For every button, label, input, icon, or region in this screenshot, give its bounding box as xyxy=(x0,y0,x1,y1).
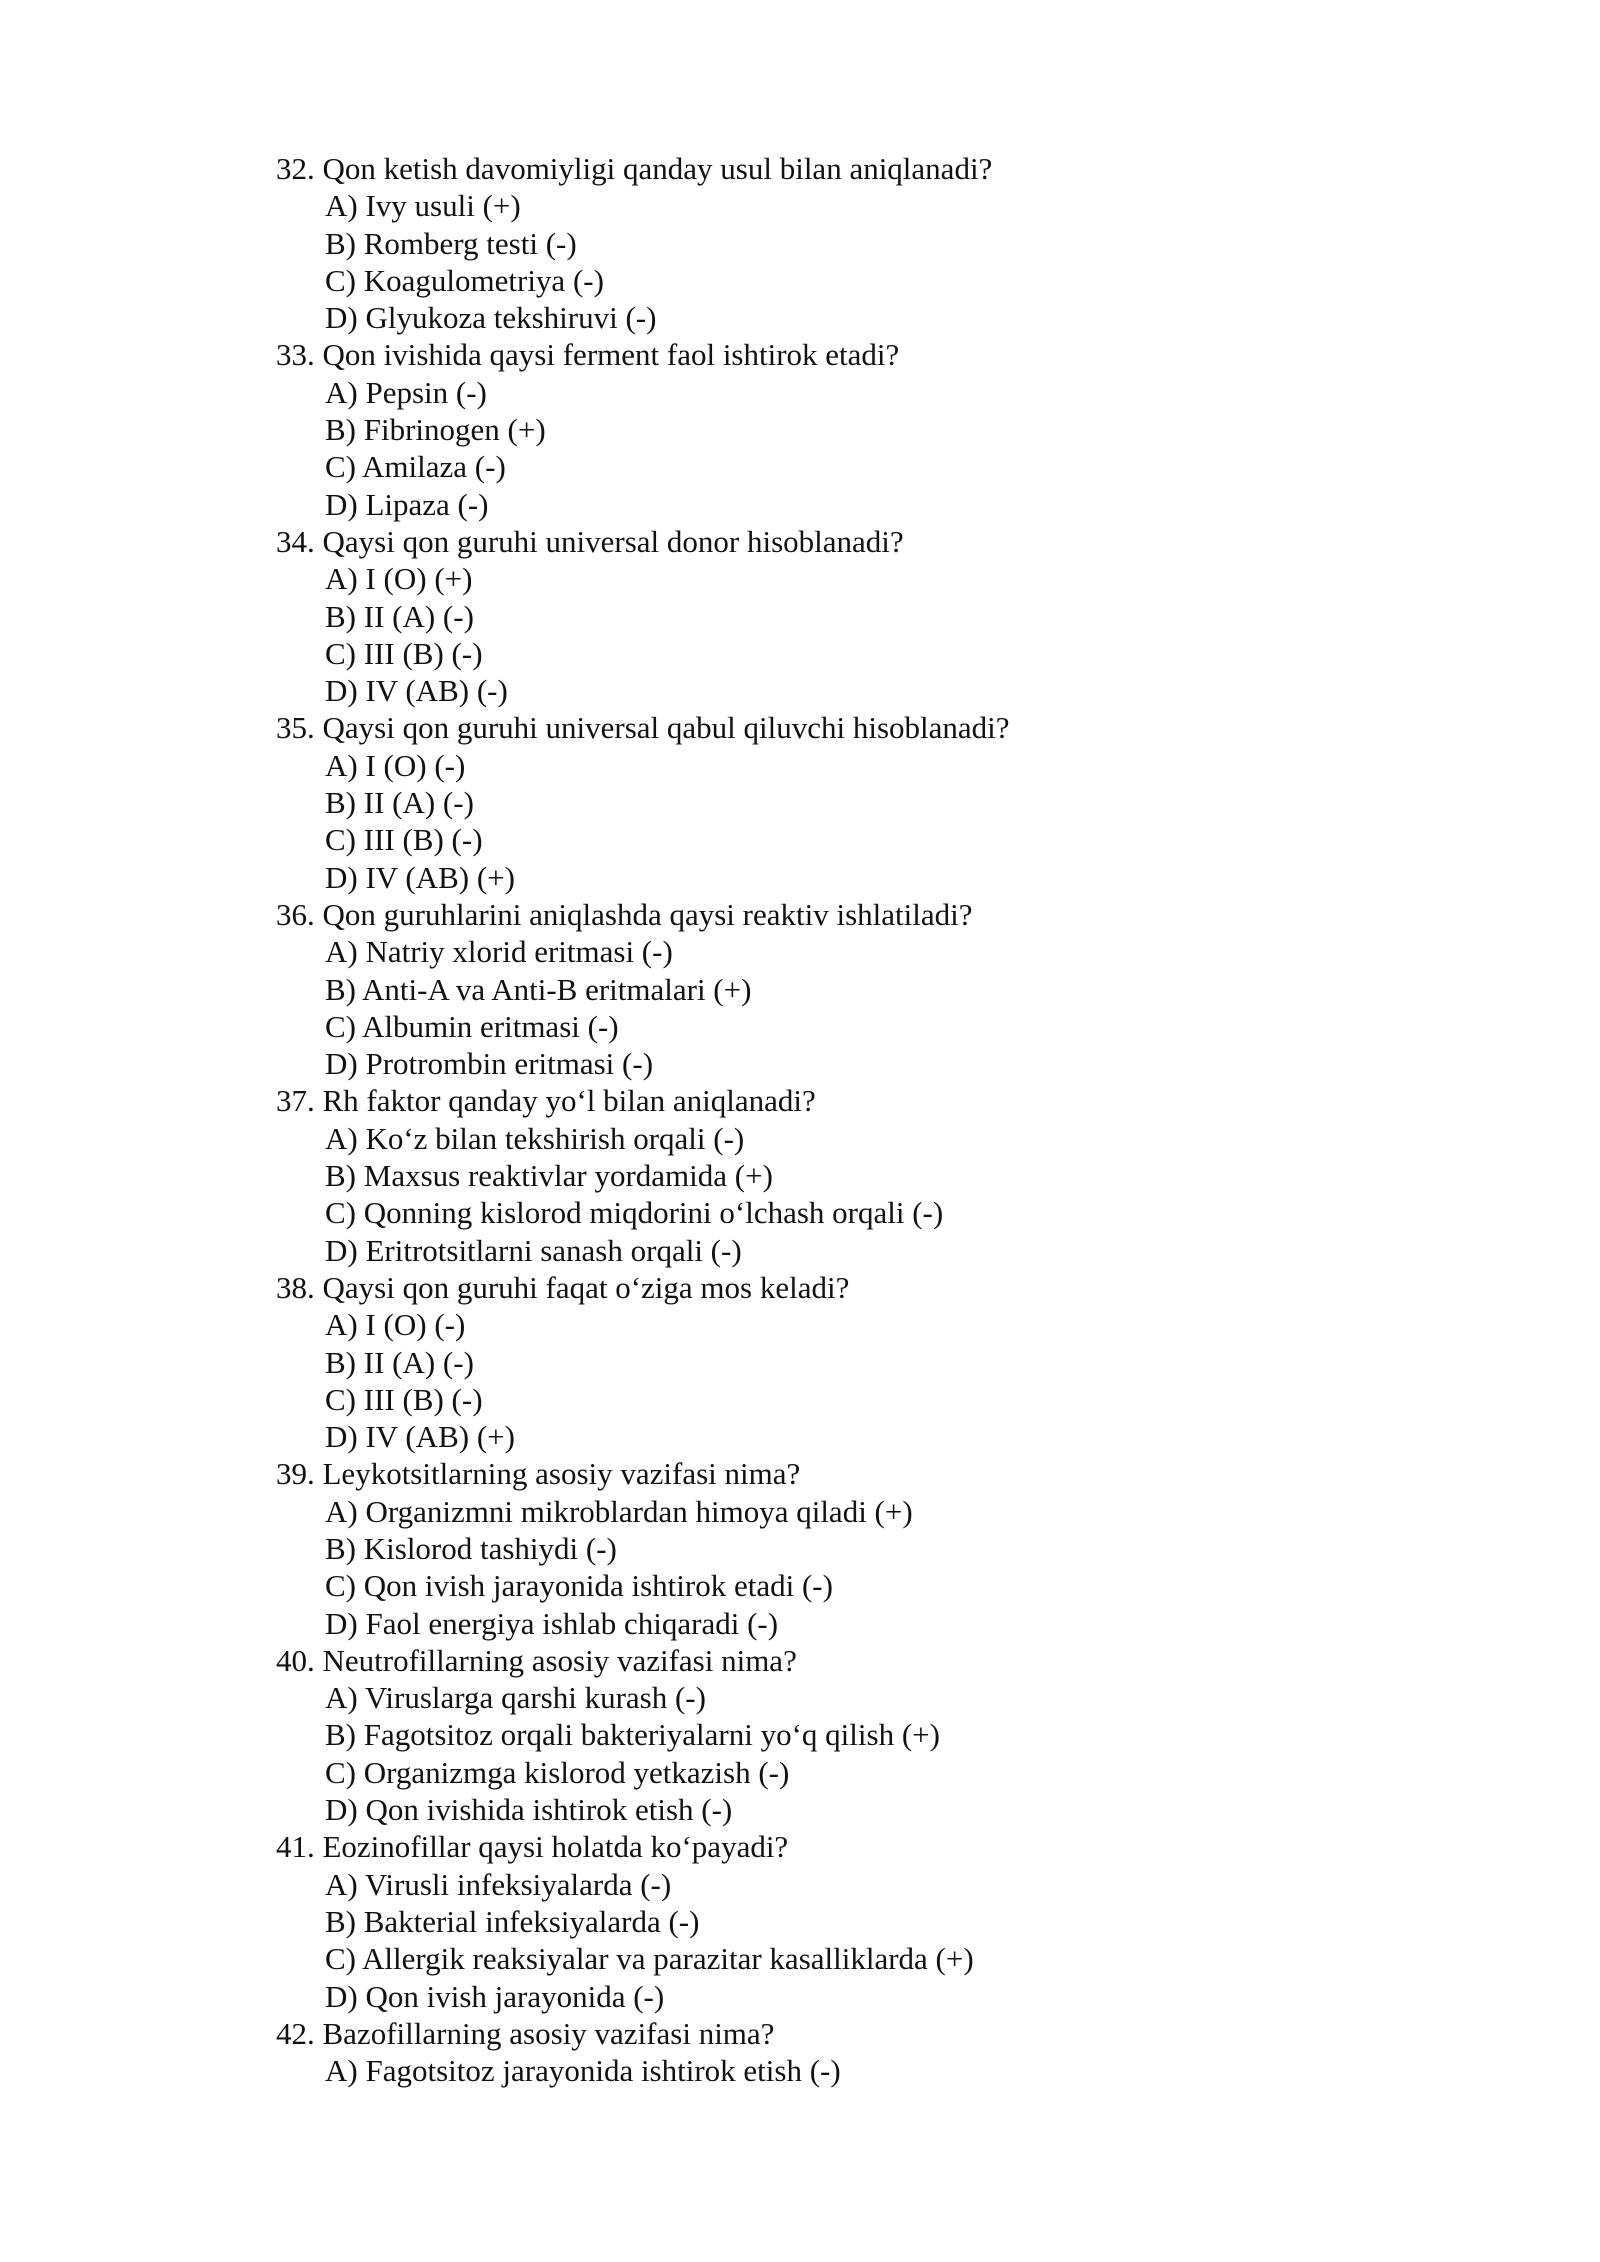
option-c: C) Koagulometriya (-) xyxy=(325,262,604,298)
question-41 xyxy=(276,1828,1476,2014)
option-a: A) I (O) (-) xyxy=(325,747,466,783)
question-list xyxy=(276,150,1476,2089)
question-text: 39. Leykotsitlarning asosiy vazifasi nima? xyxy=(276,1456,801,1492)
option-c: C) Amilaza (-) xyxy=(325,449,506,485)
question-37 xyxy=(276,1082,1476,1268)
question-42 xyxy=(276,2015,1476,2090)
question-text: 34. Qaysi qon guruhi universal donor hisoblanadi? xyxy=(276,523,904,559)
question-text: 42. Bazofillarning asosiy vazifasi nima? xyxy=(276,2015,775,2051)
question-text: 41. Eozinofillar qaysi holatda ko‘payadi? xyxy=(276,1829,789,1865)
question-40 xyxy=(276,1642,1476,1828)
option-a: A) Pepsin (-) xyxy=(325,374,487,410)
option-b: B) Fagotsitoz orqali bakteriyalarni yo‘q qilish (+) xyxy=(325,1717,940,1753)
option-d: D) Qon ivishida ishtirok etish (-) xyxy=(325,1792,733,1828)
question-text: 35. Qaysi qon guruhi universal qabul qiluvchi hisoblanadi? xyxy=(276,710,1010,746)
option-d: D) Protrombin eritmasi (-) xyxy=(325,1046,654,1082)
question-36 xyxy=(276,896,1476,1082)
option-d: D) IV (AB) (-) xyxy=(325,673,508,709)
option-d: D) IV (AB) (+) xyxy=(325,1419,515,1455)
option-b: B) Anti-A va Anti-B eritmalari (+) xyxy=(325,971,752,1007)
option-b: B) Romberg testi (-) xyxy=(325,225,577,261)
option-c: C) Qon ivish jarayonida ishtirok etadi (-) xyxy=(325,1568,833,1604)
question-39 xyxy=(276,1455,1476,1641)
option-c: C) III (B) (-) xyxy=(325,1381,483,1417)
option-a: A) I (O) (+) xyxy=(325,561,473,597)
option-d: D) Lipaza (-) xyxy=(325,486,489,522)
question-35 xyxy=(276,709,1476,895)
option-a: A) Ivy usuli (+) xyxy=(325,188,521,224)
option-b: B) II (A) (-) xyxy=(325,598,474,634)
option-c: C) Allergik reaksiyalar va parazitar kasalliklarda (+) xyxy=(325,1941,974,1977)
option-b: B) Kislorod tashiydi (-) xyxy=(325,1530,617,1566)
option-d: D) Qon ivish jarayonida (-) xyxy=(325,1978,665,2014)
option-a: A) Organizmni mikroblardan himoya qiladi (+) xyxy=(325,1493,913,1529)
option-c: C) Albumin eritmasi (-) xyxy=(325,1008,619,1044)
option-a: A) Ko‘z bilan tekshirish orqali (-) xyxy=(325,1120,745,1156)
option-c: C) III (B) (-) xyxy=(325,822,483,858)
option-d: D) Glyukoza tekshiruvi (-) xyxy=(325,300,657,336)
option-b: B) Fibrinogen (+) xyxy=(325,412,546,448)
option-a: A) I (O) (-) xyxy=(325,1307,466,1343)
question-text: 32. Qon ketish davomiyligi qanday usul bilan aniqlanadi? xyxy=(276,151,993,186)
question-33 xyxy=(276,336,1476,522)
question-text: 37. Rh faktor qanday yo‘l bilan aniqlanadi? xyxy=(276,1083,816,1119)
question-34 xyxy=(276,523,1476,709)
option-b: B) Bakterial infeksiyalarda (-) xyxy=(325,1903,700,1939)
question-text: 38. Qaysi qon guruhi faqat o‘ziga mos keladi? xyxy=(276,1269,850,1305)
option-c: C) III (B) (-) xyxy=(325,635,483,671)
question-38 xyxy=(276,1269,1476,1455)
question-32 xyxy=(276,150,1476,336)
option-c: C) Qonning kislorod miqdorini o‘lchash orqali (-) xyxy=(325,1195,944,1231)
question-text: 36. Qon guruhlarini aniqlashda qaysi reaktiv ishlatiladi? xyxy=(276,896,973,932)
option-b: B) II (A) (-) xyxy=(325,1344,474,1380)
option-b: B) II (A) (-) xyxy=(325,785,474,821)
option-d: D) Eritrotsitlarni sanash orqali (-) xyxy=(325,1232,742,1268)
option-b: B) Maxsus reaktivlar yordamida (+) xyxy=(325,1158,773,1194)
option-a: A) Viruslarga qarshi kurash (-) xyxy=(325,1680,706,1716)
option-d: D) Faol energiya ishlab chiqaradi (-) xyxy=(325,1605,779,1641)
option-c: C) Organizmga kislorod yetkazish (-) xyxy=(325,1754,790,1790)
option-d: D) IV (AB) (+) xyxy=(325,859,515,895)
option-a: A) Natriy xlorid eritmasi (-) xyxy=(325,934,673,970)
question-text: 33. Qon ivishida qaysi ferment faol ishtirok etadi? xyxy=(276,337,900,373)
option-a: A) Fagotsitoz jarayonida ishtirok etish (-) xyxy=(325,2053,841,2089)
question-text: 40. Neutrofillarning asosiy vazifasi nima? xyxy=(276,1642,797,1678)
option-a: A) Virusli infeksiyalarda (-) xyxy=(325,1866,672,1902)
